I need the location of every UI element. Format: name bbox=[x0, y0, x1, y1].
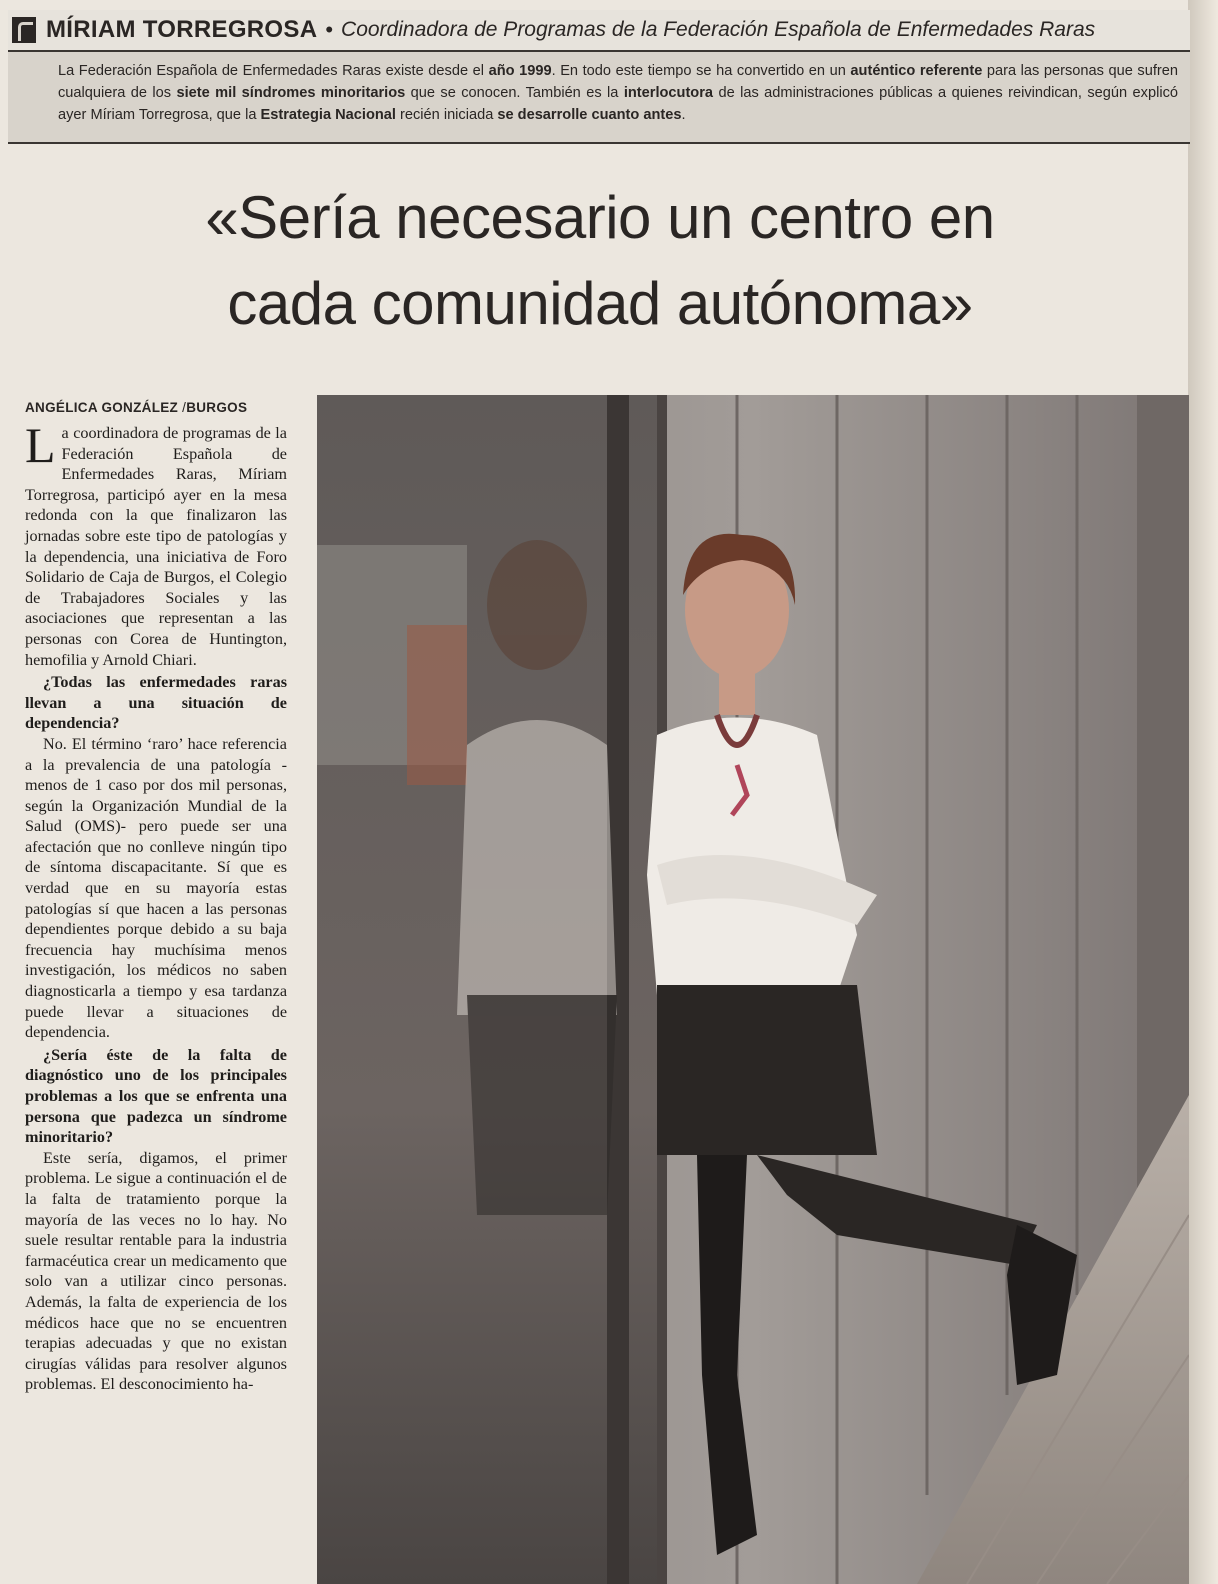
intro-text: de las administraciones públicas a quienes reivindican, según explicó ayer Míriam Torregrosa, que la bbox=[58, 85, 1178, 123]
page-edge bbox=[1188, 0, 1218, 1584]
interview-question: ¿Sería éste de la falta de diagnóstico uno de los principales problemas a los que se enfrenta una persona que padezca un síndrome minoritario? bbox=[25, 1045, 287, 1147]
article-paragraph bbox=[25, 417, 287, 670]
intro-highlight: interlocutora bbox=[623, 85, 714, 101]
intro-text: La Federación Española de Enfermedades Raras existe desde el bbox=[58, 63, 489, 79]
section-row bbox=[8, 10, 1190, 52]
headline-line-1: «Sería necesario un centro en bbox=[205, 184, 995, 251]
intro-highlight: se desarrolle cuanto antes bbox=[497, 107, 682, 123]
interview-answer: Este sería, digamos, el primer problema. Le sigue a continuación el de la falta de tratamiento porque la mayoría de las veces no lo hay. No suele resultar rentable para la industria farmacéutica crear un medicamento que solo van a utilizar cinco personas. Además, la falta de experiencia de los médicos hace que no se encuentren terapias adecuadas y que no existan cirugías válidas para resolver algunos problemas. El desconocimiento ha- bbox=[25, 1148, 287, 1394]
intro-text: . En todo este tiempo se ha convertido en un bbox=[551, 63, 851, 79]
paragraph-text: a coordinadora de programas de la Federación Española de Enfermedades Raras, Míriam Torregrosa, participó ayer en la mesa redonda con la que finalizaron las jornadas sobre este tipo de patologías y la dependencia, una iniciativa de Foro Solidario de Caja de Burgos, el Colegio de Trabajadores Sociales y las asociaciones que representan a las personas con Corea de Huntington, hemofilia y Arnold Chiari. bbox=[25, 424, 287, 669]
byline-separator: / bbox=[178, 400, 187, 415]
photo-illustration bbox=[317, 395, 1189, 1584]
intro-highlight: auténtico referente bbox=[850, 63, 983, 79]
byline-location: BURGOS bbox=[186, 400, 248, 415]
byline-author: ANGÉLICA GONZÁLEZ bbox=[25, 400, 179, 415]
intro-text: recién iniciada bbox=[395, 107, 498, 123]
headline bbox=[40, 175, 1160, 347]
headline-line-2: cada comunidad autónoma» bbox=[227, 270, 973, 337]
intro-text: . bbox=[681, 107, 686, 123]
article-column bbox=[25, 417, 287, 1395]
intro-text: que se conocen. También es la bbox=[405, 85, 624, 101]
interview-question: ¿Todas las enfermedades raras llevan a una situación de dependencia? bbox=[25, 673, 287, 733]
intro-highlight: Estrategia Nacional bbox=[260, 107, 396, 123]
interview-answer: No. El término ‘raro’ hace referencia a la prevalencia de una patología -menos de 1 caso por dos mil personas, según la Organización Mundial de la Salud (OMS)- pero puede ser una afectación que no conlleve ningún tipo de síntoma discapacitante. Sí que es verdad que en su mayoría estas patologías sí que hacen a las personas dependientes porque debido a su baja frecuencia hay muchísima menos investigación, los médicos no saben diagnosticarla a tiempo y esa tardanza puede llevar a situaciones de dependencia. bbox=[25, 734, 287, 1042]
drop-cap: L bbox=[25, 417, 56, 473]
person-role: Coordinadora de Programas de la Federación Española de Enfermedades Raras bbox=[341, 18, 1096, 41]
portrait-photo bbox=[317, 395, 1189, 1584]
intro-highlight: siete mil síndromes minoritarios bbox=[176, 85, 406, 101]
intro-text: para las personas que sufren cualquiera de los bbox=[58, 63, 1178, 101]
person-name: MÍRIAM TORREGROSA bbox=[46, 16, 318, 43]
intro-highlight: año 1999 bbox=[488, 63, 552, 79]
section-logo-icon bbox=[12, 17, 36, 43]
byline bbox=[25, 400, 247, 415]
intro-paragraph bbox=[58, 60, 1178, 126]
bullet-separator: • bbox=[325, 17, 334, 42]
article-header bbox=[8, 10, 1190, 144]
